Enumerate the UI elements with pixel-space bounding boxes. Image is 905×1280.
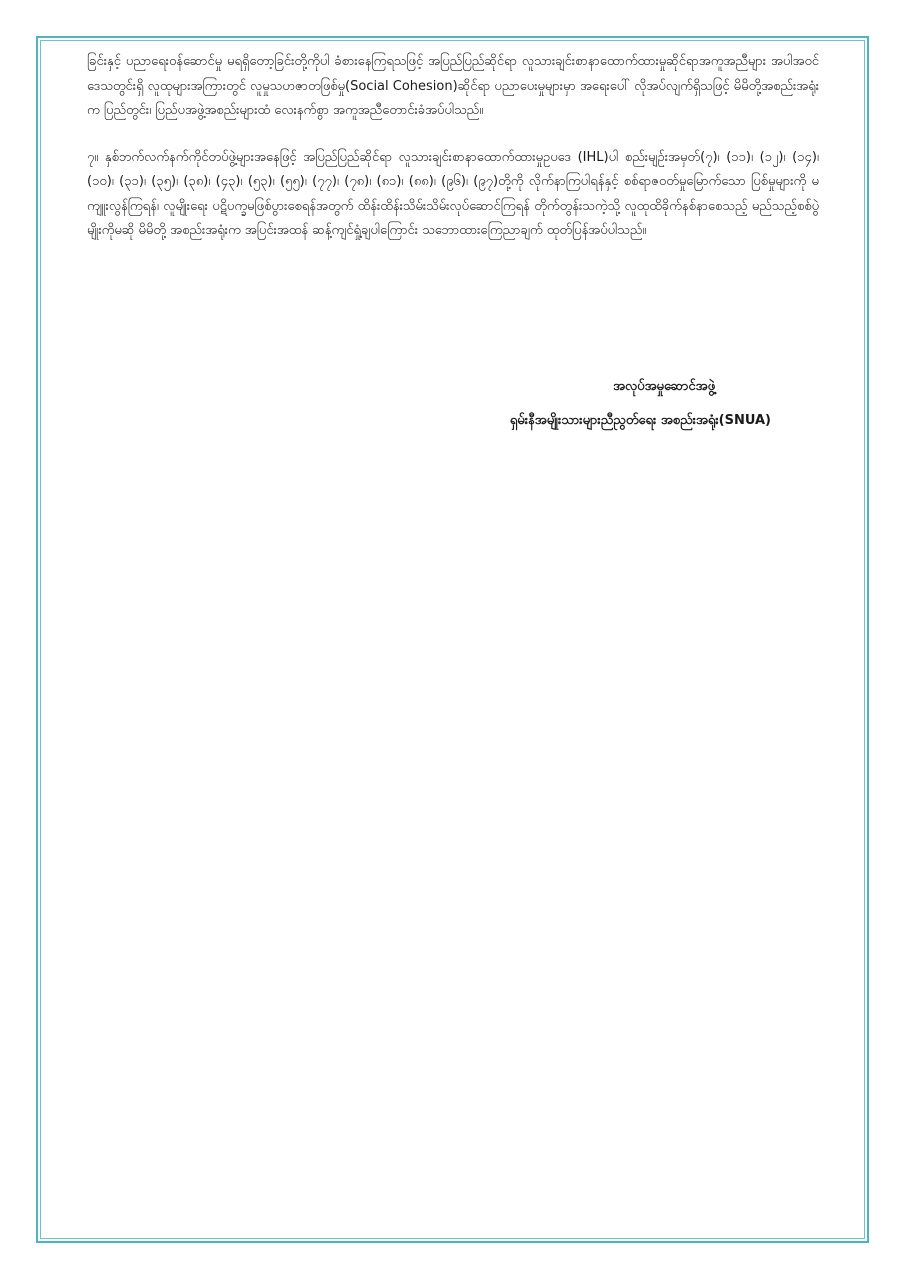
paragraph-1: ခြင်းနှင့် ပညာရေးဝန်ဆောင်မှု မရရှိတော့ခြင်းတို့ကိုပါ ခံစားနေကြရသဖြင့် အပြည်ပြည်ဆိုင်ရာ လူသားချင်းစာနာထောက်ထားမှုဆိုင်ရာအကူအညီများ အပါအဝင် ဒေသတွင်းရှိ လူထုများအကြားတွင် လူမှုသဟဇာတဖြစ်မှု(Social Cohesion)ဆိုင်ရာ ပညာပေးမှုများမှာ အရေးပေါ် လိုအပ်လျက်ရှိသဖြင့် မိမိတို့အစည်းအရုံးက ပြည်တွင်း၊ ပြည်ပအဖွဲ့အစည်းများထံ လေးနက်စွာ အကူအညီတောင်းခံအပ်ပါသည်။	[87, 54, 820, 118]
paragraph-2: ၇။ နှစ်ဘက်လက်နက်ကိုင်တပ်ဖွဲ့များအနေဖြင့် အပြည်ပြည်ဆိုင်ရာ လူသားချင်းစာနာထောက်ထားမှုဥပဒေ (IHL)ပါ စည်းမျဉ်းအမှတ်(၇)၊ (၁၁)၊ (၁၂)၊ (၁၄)၊ (၁၀)၊ (၃၁)၊ (၃၅)၊ (၃၈)၊ (၄၃)၊ (၅၃)၊ (၅၅)၊ (၇၇)၊ (၇၈)၊ (၈၁)၊ (၈၈)၊ (၉၆)၊ (၉၇)တို့ကို လိုက်နာကြပါရန်နှင့် စစ်ရာဇဝတ်မှုမြောက်သော ပြစ်မှုများကို မကျူးလွန်ကြရန်၊ လူမျိုးရေး ပဋိပက္ခမဖြစ်ပွားစေရန်အတွက် ထိန်းထိန်းသိမ်းသိမ်းလုပ်ဆောင်ကြရန် တိုက်တွန်းသကဲ့သို့ လူထုထိခိုက်နစ်နာစေသည့် မည်သည့်စစ်ပွဲမျိုးကိုမဆို မိမိတို့ အစည်းအရုံးက အပြင်းအထန် ဆန့်ကျင်ရှုံ့ချပါကြောင်း သဘောထားကြေညာချက် ထုတ်ပြန်အပ်ပါသည်။	[87, 149, 819, 238]
document-body	[87, 50, 819, 244]
signature-block	[510, 370, 771, 438]
signature-organization: ရှမ်းနီအမျိုးသားများညီညွတ်ရေး အစည်းအရုံး(SNUA)	[509, 413, 771, 428]
signature-committee: အလုပ်အမှုဆောင်အဖွဲ့	[613, 379, 715, 394]
